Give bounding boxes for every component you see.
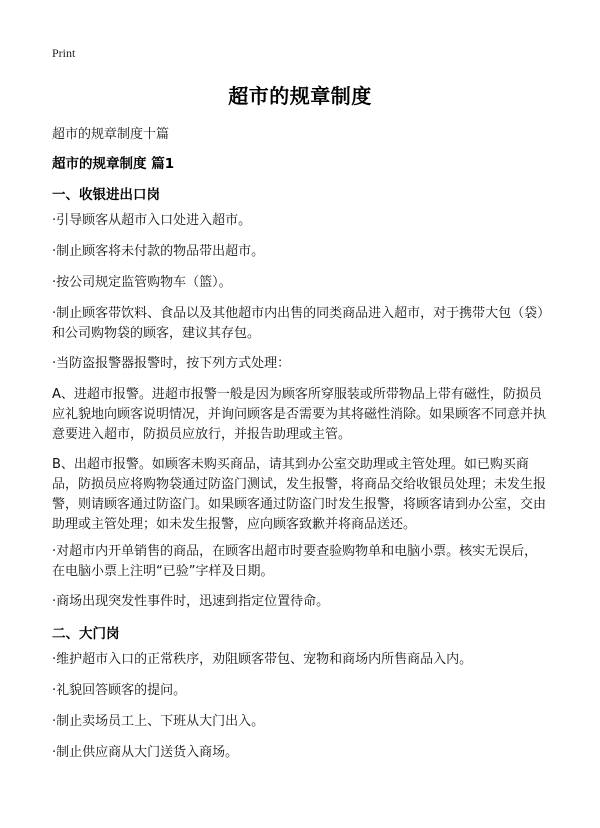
subtitle: 超市的规章制度十篇: [52, 127, 170, 142]
list-item: ·制止供应商从大门送货入商场。: [52, 745, 239, 760]
list-item: ·按公司规定监管购物车（篮）。: [52, 275, 232, 290]
section-heading-gate: 二、大门岗: [52, 626, 120, 642]
list-item: ·引导顾客从超市入口处进入超市。: [52, 213, 252, 228]
list-item: ·维护超市入口的正常秩序，劝阻顾客带包、宠物和商场内所售商品入内。: [52, 652, 473, 667]
list-item: ·礼貌回答顾客的提问。: [52, 683, 187, 698]
print-label[interactable]: Print: [52, 46, 76, 60]
list-item: ·商场出现突发性事件时，迅速到指定位置待命。: [52, 594, 330, 609]
list-item: ·当防盗报警器报警时，按下列方式处理：: [52, 356, 291, 371]
list-item: ·对超市内开单销售的商品，在顾客出超市时要查验购物单和电脑小票。核实无误后，在电脑小票上注明“已验”字样及日期。: [52, 544, 538, 579]
page-title: 超市的规章制度: [228, 84, 372, 108]
paragraph-exit-alarm: B、出超市报警。如顾客未购买商品，请其到办公室交助理或主管处理。如已购买商品，防损员应将购物袋通过防盗门测试，发生报警，将商品交给收银员处理；未发生报警，则请顾客通过防盗门。如果顾客通过防盗门时发生报警，将顾客请到办公室，交由助理或主管处理；如未发生报警，应向顾客致歉并将商品送还。: [52, 457, 547, 532]
list-item: ·制止顾客带饮料、食品以及其他超市内出售的同类商品进入超市，对于携带大包（袋）和公司购物袋的顾客，建议其存包。: [52, 306, 544, 341]
list-item: ·制止卖场员工上、下班从大门出入。: [52, 714, 265, 729]
paragraph-entry-alarm: A、进超市报警。进超市报警一般是因为顾客所穿服装或所带物品上带有磁性，防损员应礼貌地向顾客说明情况，并询问顾客是否需要为其将磁性消除。如果顾客不同意并执意要进入超市，防损员应放行，并报告助理或主管。: [52, 387, 547, 442]
section-heading-cashier: 一、收银进出口岗: [52, 187, 160, 203]
list-item: ·制止顾客将未付款的物品带出超市。: [52, 244, 265, 259]
article-heading: 超市的规章制度 篇1: [52, 156, 175, 172]
